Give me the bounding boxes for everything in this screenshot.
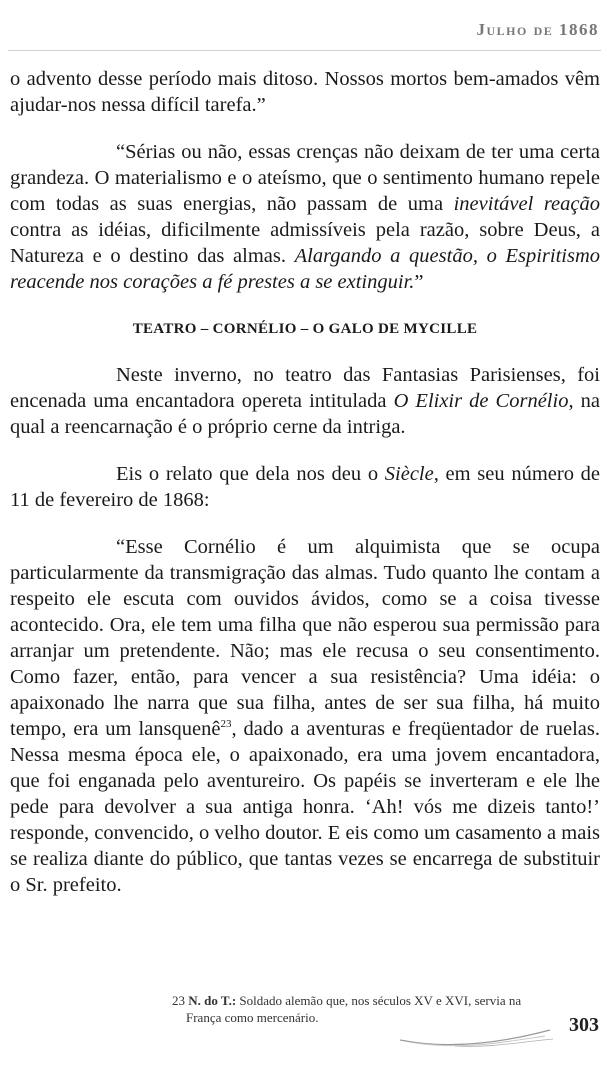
paragraph-2-text-b: contra as idéias, dificilmente admissíveis pela razão, sobre Deus, a Natureza e o destino das almas. xyxy=(10,219,600,267)
footnote-reference[interactable]: 23 xyxy=(220,718,232,731)
page-number: 303 xyxy=(569,1014,599,1036)
footnote-label: N. do T.: xyxy=(188,993,237,1008)
footnote-number: 23 xyxy=(172,993,185,1008)
page-ornament-swoosh xyxy=(395,1012,555,1052)
paragraph-3-italic: O Elixir de Cornélio xyxy=(393,390,569,412)
paragraph-5-text-a: “Esse Cornélio é um alquimista que se ocupa particularmente da transmigração das almas. Tudo quanto lhe contam a respeito ele escuta com ouvidos ávidos, como se a coisa tivesse acontecido. Ora, ele tem uma filha que não esperou sua permissão para arranjar um pretendente. Não; mas ele recusa o seu consentimento. Como fazer, então, para vencer a sua resistência? Uma idéia: o apaixonado lhe narra que sua filha, antes de ser sua filha, há muito tempo, era um lansquenê xyxy=(10,536,600,740)
paragraph-4-italic: Siècle xyxy=(384,463,434,485)
footnote-text-a: Soldado alemão que, nos séculos XV e XVI, servia na xyxy=(236,993,522,1008)
page-body xyxy=(10,66,600,919)
paragraph-2-text-a: “Sérias ou não, essas crenças não deixam de ter uma certa grandeza. O materialismo e o ateísmo, que o sentimento humano repele com todas as suas energias, não passam de uma xyxy=(10,141,600,215)
paragraph-3 xyxy=(10,362,600,440)
paragraph-2-italic-2: Alargando a questão, o Espiritismo reacende nos corações a fé prestes a se extinguir. xyxy=(10,245,601,293)
paragraph-4 xyxy=(10,461,600,513)
section-heading: TEATRO – CORNÉLIO – O GALO DE MYCILLE xyxy=(132,321,478,337)
paragraph-5 xyxy=(10,534,600,898)
paragraph-2-italic-1: inevitável reação xyxy=(453,193,601,215)
paragraph-3-text-a: Neste inverno, no teatro das Fantasias Parisienses, foi encenada uma encantadora opereta intitulada xyxy=(10,364,600,412)
paragraph-3-text-b: , na qual a reencarnação é o próprio cerne da intriga. xyxy=(10,390,600,438)
paragraph-2 xyxy=(10,139,600,295)
paragraph-4-text-a: Eis o relato que dela nos deu o xyxy=(116,463,385,485)
paragraph-5-text-b: , dado a aventuras e freqüentador de ruelas. Nessa mesma época ele, o apaixonado, era uma jovem encantadora, que foi enganada pelo aventureiro. Os papéis se inverteram e ele lhe pede para devolver a sua antiga honra. ‘Ah! vós me dizeis tanto!’ responde, convencido, o velho doutor. E eis como um casamento a mais se realiza diante do público, que tantas vezes se encarrega de substituir o Sr. prefeito. xyxy=(10,718,600,896)
paragraph-2-end: ” xyxy=(414,271,424,293)
running-header: Julho de 1868 xyxy=(476,20,599,39)
footnote-text-b: França como mercenário. xyxy=(186,1010,319,1025)
paragraph-1: o advento desse período mais ditoso. Nossos mortos bem-amados vêm ajudar-nos nessa difícil tarefa.” xyxy=(10,68,600,116)
paragraph-4-text-b: , em seu número de 11 de fevereiro de 1868: xyxy=(10,463,600,511)
header-divider xyxy=(8,50,601,51)
